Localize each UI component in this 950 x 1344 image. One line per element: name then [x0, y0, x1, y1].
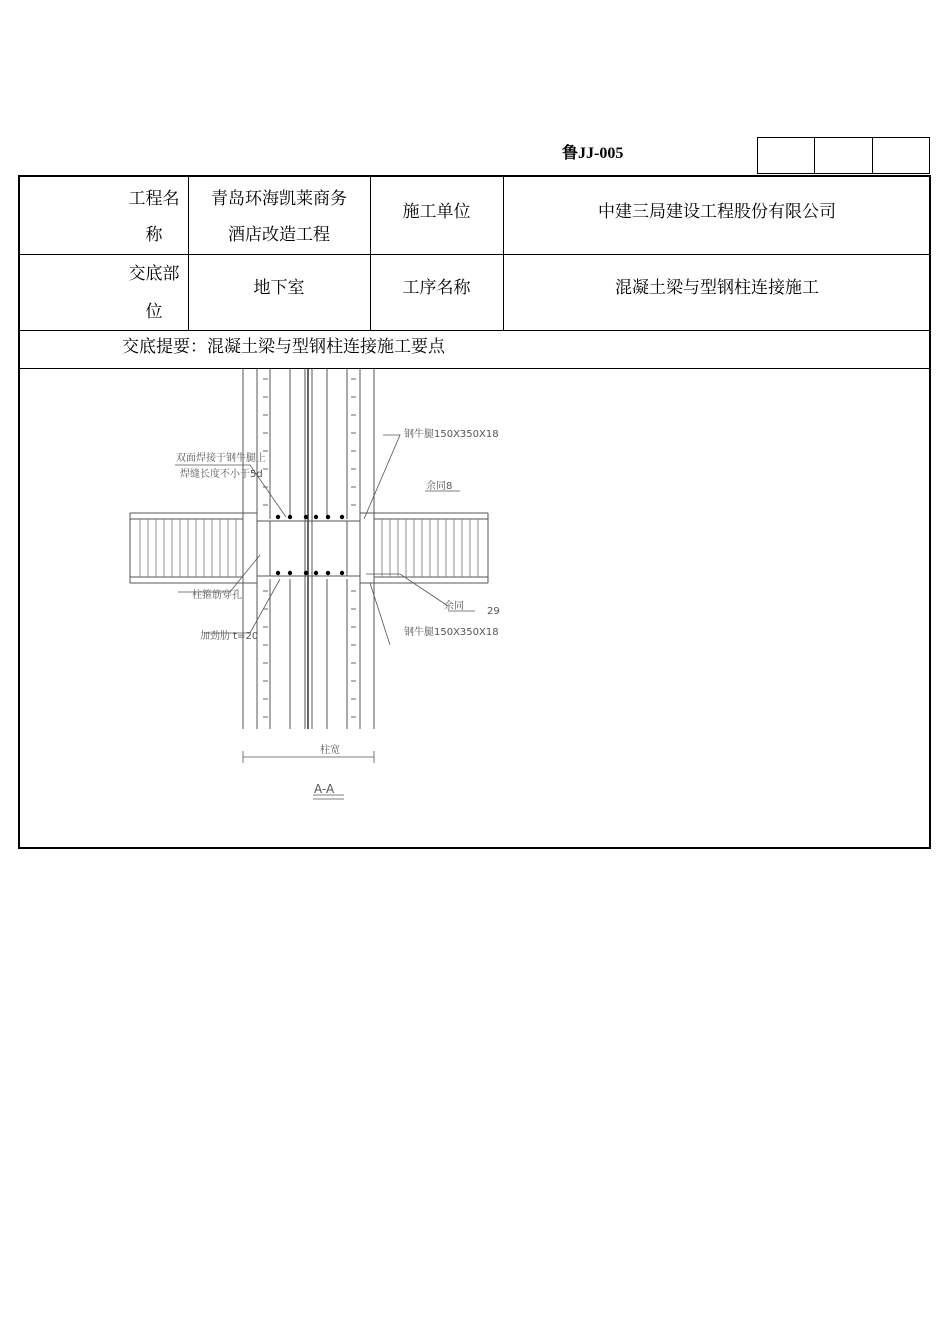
contractor-label: 施工单位 — [402, 202, 471, 222]
location-label — [120, 255, 188, 330]
corbel-top-label: 钢牛腿150X350X18 — [404, 429, 499, 440]
code-box-3 — [873, 138, 929, 173]
note-weld-1: 双面焊接于钢牛腿上 — [176, 453, 266, 464]
project-name-label-line1: 工程名 — [128, 189, 180, 209]
stiffener-label: 加劲肋 t=20 — [200, 631, 259, 642]
project-name-label — [120, 177, 188, 254]
section-label: A-A — [314, 782, 335, 796]
note-weld-2: 焊缝长度不小于5d — [180, 469, 263, 480]
hole-label: 柱箍筋穿孔 — [192, 590, 242, 601]
project-name-value-line1: 青岛环海凯莱商务 — [211, 189, 347, 209]
corbel-bottom-label: 钢牛腿150X350X18 — [404, 627, 499, 638]
code-box-2 — [815, 138, 872, 173]
doc-code: 鲁JJ-005 — [562, 145, 624, 162]
project-name-value — [188, 177, 370, 254]
process-value: 混凝土梁与型钢柱连接施工 — [615, 278, 819, 298]
summary-text: 交底提要：混凝土梁与型钢柱连接施工要点 — [122, 337, 445, 357]
weld-bottom-label: 余同 — [444, 601, 464, 612]
column-width-label: 柱宽 — [320, 745, 340, 756]
weld-top-num: 8 — [446, 481, 453, 492]
contractor-value: 中建三局建设工程股份有限公司 — [598, 202, 836, 222]
project-name-value-line2: 酒店改造工程 — [228, 225, 330, 245]
process-label: 工序名称 — [402, 278, 471, 298]
location-value: 地下室 — [253, 278, 305, 298]
code-boxes — [757, 137, 930, 174]
location-label-line1: 交底部 — [128, 264, 180, 284]
disclosure-form — [18, 175, 931, 849]
weld-top-label: 余同 — [426, 481, 446, 492]
code-box-1 — [758, 138, 815, 173]
project-name-label-line2: 称 — [145, 225, 163, 245]
section-drawing — [120, 369, 540, 809]
location-label-line2: 位 — [145, 302, 163, 322]
weld-bottom-num: 29 — [487, 606, 500, 617]
